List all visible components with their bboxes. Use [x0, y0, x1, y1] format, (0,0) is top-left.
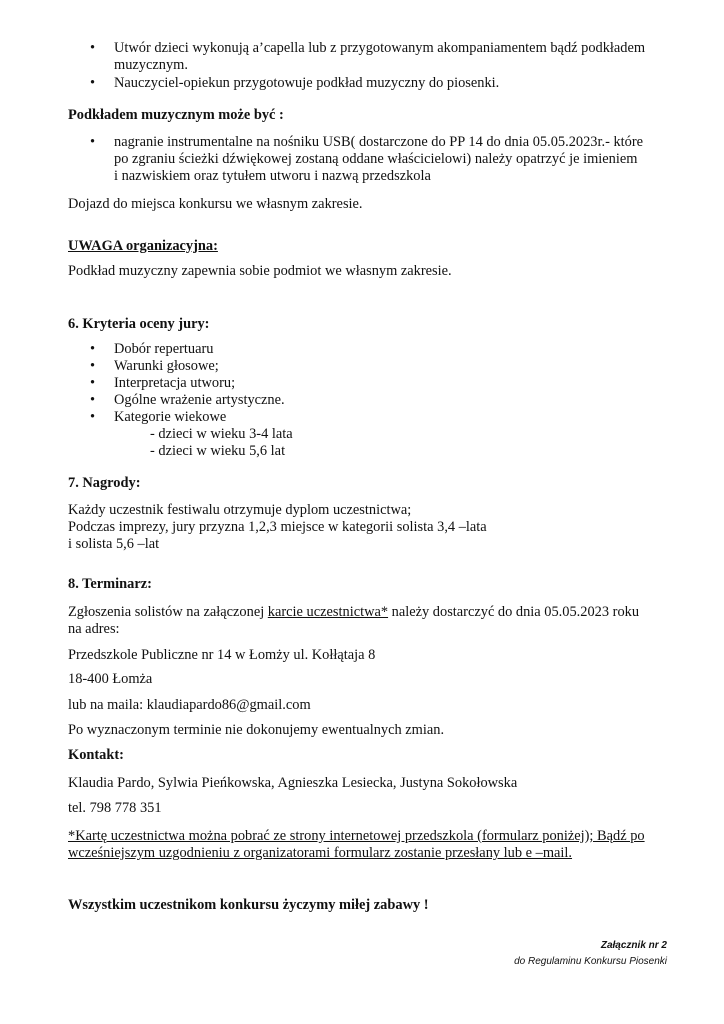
podklad-bullet-line-3: i nazwiskiem oraz tytułem utworu i nazwą przedszkola [114, 168, 431, 184]
zgloszenia-line-2: na adres: [68, 621, 120, 637]
nagrody-heading: 7. Nagrody: [68, 475, 141, 491]
zgloszenia-line-1 [68, 604, 639, 621]
uwaga-heading: UWAGA organizacyjna: [68, 238, 218, 254]
uwaga-text: Podkład muzyczny zapewnia sobie podmiot we własnym zakresie. [68, 263, 452, 279]
podklad-bullet-line-2: po zgraniu ścieżki dźwiękowej zostaną oddane właścicielowi) należy opatrzyć je imieniem [114, 151, 638, 167]
bullet-glyph: • [90, 341, 96, 357]
podklad-bullet-line-1: nagranie instrumentalne na nośniku USB( dostarczone do PP 14 do dnia 05.05.2023r.- które [114, 134, 644, 150]
nagrody-line-1: Każdy uczestnik festiwalu otrzymuje dyplom uczestnictwa; [68, 502, 412, 518]
karta-uczestnictwa-link[interactable]: karcie uczestnictwa* [267, 604, 389, 620]
bullet-glyph: • [90, 134, 96, 150]
intro-bullet-2: Nauczyciel-opiekun przygotowuje podkład muzyczny do piosenki. [114, 75, 500, 91]
zgloszenia-text-post: należy dostarczyć do dnia 05.05.2023 roku [388, 604, 640, 620]
footer-attachment-number: Załącznik nr 2 [600, 940, 667, 951]
deadline-note: Po wyznaczonym terminie nie dokonujemy ewentualnych zmian. [68, 722, 445, 738]
bullet-glyph: • [90, 375, 96, 391]
footer-attachment-desc: do Regulaminu Konkursu Piosenki [514, 956, 667, 967]
dojazd-text: Dojazd do miejsca konkursu we własnym zakresie. [68, 196, 363, 212]
kontakt-names: Klaudia Pardo, Sylwia Pieńkowska, Agnieszka Lesiecka, Justyna Sokołowska [68, 775, 518, 791]
nagrody-line-2: Podczas imprezy, jury przyzna 1,2,3 miejsce w kategorii solista 3,4 –lata [68, 519, 487, 535]
bullet-glyph: • [90, 75, 96, 91]
kryteria-item: Kategorie wiekowe [114, 409, 227, 425]
bullet-glyph: • [90, 409, 96, 425]
address-line-1: Przedszkole Publiczne nr 14 w Łomży ul. Kołłątaja 8 [68, 647, 376, 663]
intro-bullet-1-line-2: muzycznym. [114, 57, 188, 73]
zgloszenia-text-pre: Zgłoszenia solistów na załączonej [68, 604, 268, 620]
footnote-line-1: *Kartę uczestnictwa można pobrać ze strony internetowej przedszkola (formularz poniżej); Bądź po [68, 828, 645, 844]
podklad-heading: Podkładem muzycznym może być : [68, 107, 284, 123]
kontakt-heading: Kontakt: [68, 747, 124, 763]
terminarz-heading: 8. Terminarz: [68, 576, 152, 592]
nagrody-line-3: i solista 5,6 –lat [68, 536, 160, 552]
bullet-glyph: • [90, 392, 96, 408]
kryteria-item: Interpretacja utworu; [114, 375, 236, 391]
kryteria-item: Warunki głosowe; [114, 358, 219, 374]
kryteria-heading: 6. Kryteria oceny jury: [68, 316, 210, 332]
bullet-glyph: • [90, 40, 96, 56]
kryteria-item: Dobór repertuaru [114, 341, 214, 357]
kontakt-phone: tel. 798 778 351 [68, 800, 162, 816]
kryteria-sub-item: - dzieci w wieku 3-4 lata [150, 426, 293, 442]
closing-wish: Wszystkim uczestnikom konkursu życzymy miłej zabawy ! [68, 897, 429, 913]
kryteria-item: Ogólne wrażenie artystyczne. [114, 392, 285, 408]
email-line: lub na maila: klaudiapardo86@gmail.com [68, 697, 311, 713]
footnote-line-2: wcześniejszym uzgodnieniu z organizatorami formularz zostanie przesłany lub e –mail. [68, 845, 573, 861]
kryteria-sub-item: - dzieci w wieku 5,6 lat [150, 443, 286, 459]
intro-bullet-1-line-1: Utwór dzieci wykonują a’capella lub z przygotowanym akompaniamentem bądź podkładem [114, 40, 646, 56]
bullet-glyph: • [90, 358, 96, 374]
address-line-2: 18-400 Łomża [68, 671, 153, 687]
